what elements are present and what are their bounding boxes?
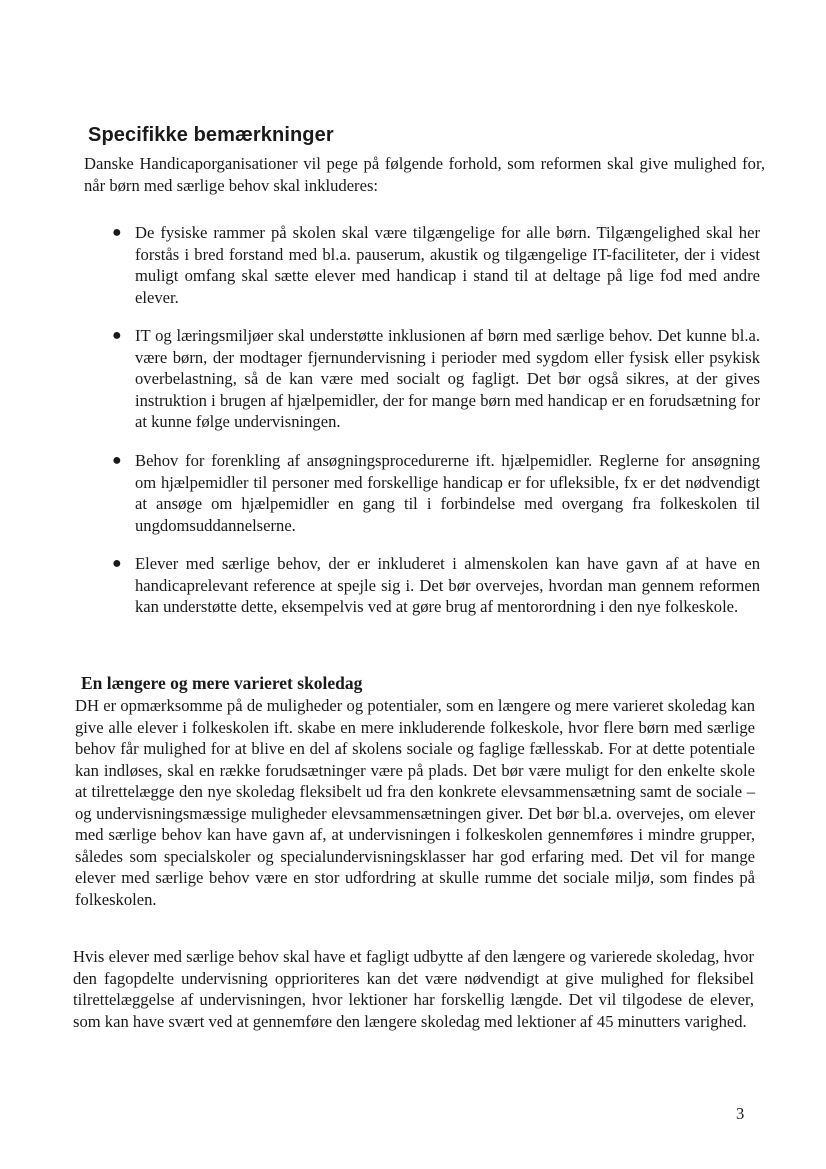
list-item-text: IT og læringsmiljøer skal understøtte inklusionen af børn med særlige behov. Det kunne bl.a. være børn, der modtager fjernundervisning i perioder med sygdom eller fysisk eller psykisk overbelastning, så de kan være med socialt og fagligt. Det bør også sikres, at der gives instruktion i brugen af hjælpemidler, der for mange børn med handicap er en forudsætning for at kunne følge undervisningen.: [135, 326, 760, 431]
list-item-text: De fysiske rammer på skolen skal være tilgængelige for alle børn. Tilgængelighed skal her forstås i bred forstand med bl.a. pauserum, akustik og tilgængelige IT-faciliteter, der i videst muligt omfang skal sætte elever med handicap i stand til at deltage på lige fod med andre elever.: [135, 223, 760, 307]
section-heading-longer-school-day: En længere og mere varieret skoledag: [81, 673, 363, 693]
body-paragraph: DH er opmærksomme på de muligheder og potentialer, som en længere og mere varieret skoledag kan give alle elever i folkeskolen ift. skabe en mere inkluderende folkeskole, hvor flere børn med særlige behov får mulighed for at blive en del af skolens sociale og faglige fællesskab. For at dette potentiale kan indløses, skal en række forudsætninger være på plads. Det bør være muligt for den enkelte skole at tilrettelægge den nye skoledag fleksibelt ud fra den konkrete elevsammensætning samt de sociale – og undervisningsmæssige muligheder elevsammensætningen giver. Det bør bl.a. overvejes, om elever med særlige behov kan have gavn af, at undervisningen i folkeskolen gennemføres i mindre grupper, således som specialskoler og specialundervisningsklasser har god erfaring med. Det vil for mange elever med særlige behov være en stor udfordring at skulle rumme det sociale miljø, som findes på folkeskolen.: [75, 696, 755, 909]
bullet-icon: ●: [112, 224, 122, 241]
bullet-icon: ●: [112, 452, 122, 469]
page-number: 3: [736, 1104, 745, 1123]
bullet-icon: ●: [112, 555, 122, 572]
body-paragraph: Hvis elever med særlige behov skal have et fagligt udbytte af den længere og varierede skoledag, hvor den fagopdelte undervisning opprioriteres kan det være nødvendigt at give mulighed for fleksibel tilrettelæggelse af undervisningen, hvor lektioner har forskellig længde. Det vil tilgodese de elever, som kan have svært ved at gennemføre den længere skoledag med lektioner af 45 minutters varighed.: [73, 947, 754, 1031]
bullet-icon: ●: [112, 327, 122, 344]
list-item-text: Behov for forenkling af ansøgningsprocedurerne ift. hjælpemidler. Reglerne for ansøgning om hjælpemidler til personer med forskellige handicap er for ufleksible, fx er det nødvendigt at ansøge om hjælpemidler en gang til i forbindelse med overgang fra folkeskolen til ungdomsuddannelserne.: [135, 451, 760, 535]
list-item-text: Elever med særlige behov, der er inkluderet i almenskolen kan have gavn af at have en handicaprelevant reference at spejle sig i. Det bør overvejes, hvordan man gennem reformen kan understøtte dette, eksempelvis ved at gøre brug af mentorordning i den nye folkeskole.: [135, 554, 760, 616]
intro-paragraph: Danske Handicaporganisationer vil pege på følgende forhold, som reformen skal give mulighed for, når børn med særlige behov skal inkluderes:: [84, 154, 765, 195]
section-heading-specific-remarks: Specifikke bemærkninger: [88, 124, 334, 146]
